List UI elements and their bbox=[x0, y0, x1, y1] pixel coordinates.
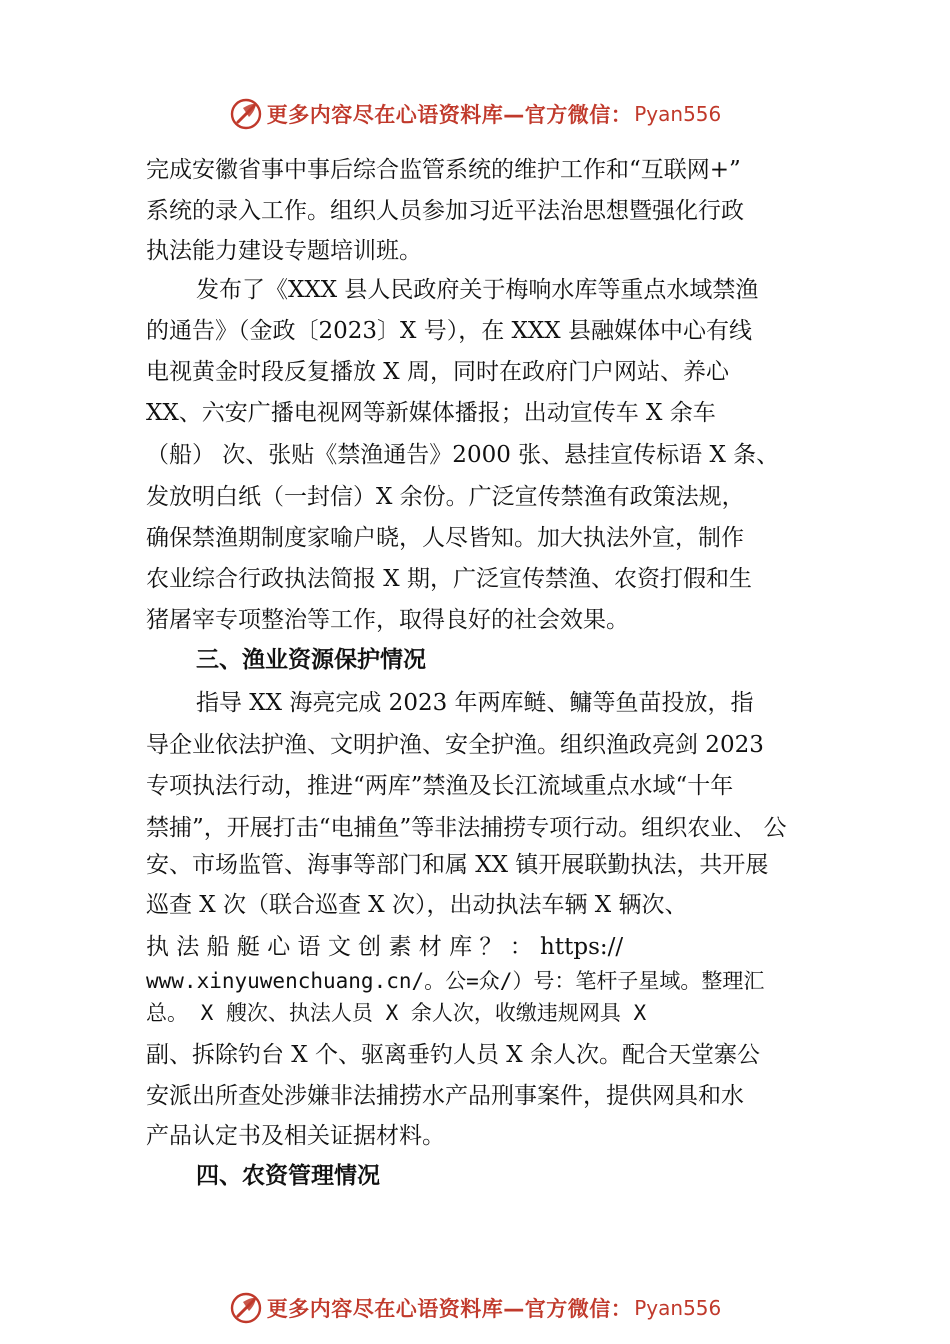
banner-contact: Pyan556 bbox=[634, 1296, 722, 1320]
text-line: 执 法 船 艇 心 语 文 创 素 材 库 ？ ： https:// bbox=[146, 934, 624, 960]
text-line: （船） 次、张贴《禁渔通告》2000 张、悬挂宣传标语 X 条、 bbox=[146, 442, 780, 468]
text-line: 导企业依法护渔、文明护渔、安全护渔。组织渔政亮剑 2023 bbox=[146, 732, 764, 758]
text-line: 完成安徽省事中事后综合监管系统的维护工作和“互联网+” bbox=[146, 157, 741, 183]
text-line: 电视黄金时段反复播放 X 周，同时在政府门户网站、养心 bbox=[146, 359, 729, 385]
text-line: 指导 XX 海亮完成 2023 年两库鲢、鳙等鱼苗投放，指 bbox=[196, 690, 754, 716]
text-line: 猪屠宰专项整治等工作，取得良好的社会效果。 bbox=[146, 607, 629, 633]
section-heading: 三、渔业资源保护情况 bbox=[196, 647, 426, 673]
text-line: 确保禁渔期制度家喻户晓，人尽皆知。加大执法外宣，制作 bbox=[146, 525, 744, 551]
section-heading: 四、农资管理情况 bbox=[196, 1163, 380, 1189]
banner-text: 更多内容尽在心语资料库—官方微信： bbox=[266, 1297, 633, 1321]
text-line: 农业综合行政执法简报 X 期，广泛宣传禁渔、农资打假和生 bbox=[146, 566, 752, 592]
text-line: 产品认定书及相关证据材料。 bbox=[146, 1123, 445, 1149]
text-line: 的通告》（金政〔2023〕X 号），在 XXX 县融媒体中心有线 bbox=[146, 318, 752, 344]
text-line: 禁捕”，开展打击“电捕鱼”等非法捕捞专项行动。组织农业、 公 bbox=[146, 815, 787, 841]
banner-text: 更多内容尽在心语资料库—官方微信： bbox=[266, 103, 633, 127]
quill-logo-icon bbox=[229, 1291, 263, 1325]
header-banner bbox=[0, 94, 950, 134]
text-line: 发放明白纸（一封信）X 余份。广泛宣传禁渔有政策法规， bbox=[146, 484, 745, 510]
text-line: 发布了《XXX 县人民政府关于梅响水库等重点水域禁渔 bbox=[196, 277, 759, 303]
text-line: 巡查 X 次（联合巡查 X 次），出动执法车辆 X 辆次、 bbox=[146, 892, 688, 918]
text-line: 系统的录入工作。组织人员参加习近平法治思想暨强化行政 bbox=[146, 198, 744, 224]
text-line: www.xinyuwenchuang.cn/。公=众/）号：笔杆子星域。整理汇 bbox=[146, 969, 765, 993]
text-line: 安派出所查处涉嫌非法捕捞水产品刑事案件，提供网具和水 bbox=[146, 1083, 744, 1109]
text-line: 总。 X 艘次、执法人员 X 余人次，收缴违规网具 X bbox=[146, 1001, 647, 1025]
banner-contact: Pyan556 bbox=[634, 102, 722, 126]
text-line: 安、市场监管、海事等部门和属 XX 镇开展联勤执法，共开展 bbox=[146, 852, 769, 878]
text-line: 执法能力建设专题培训班。 bbox=[146, 238, 422, 264]
footer-banner bbox=[0, 1288, 950, 1328]
text-line: XX、六安广播电视网等新媒体播报；出动宣传车 X 余车 bbox=[146, 400, 716, 426]
text-line: 专项执法行动，推进“两库”禁渔及长江流域重点水域“十年 bbox=[146, 773, 734, 799]
quill-logo-icon bbox=[229, 97, 263, 131]
text-line: 副、拆除钓台 X 个、驱离垂钓人员 X 余人次。配合天堂寨公 bbox=[146, 1042, 760, 1068]
